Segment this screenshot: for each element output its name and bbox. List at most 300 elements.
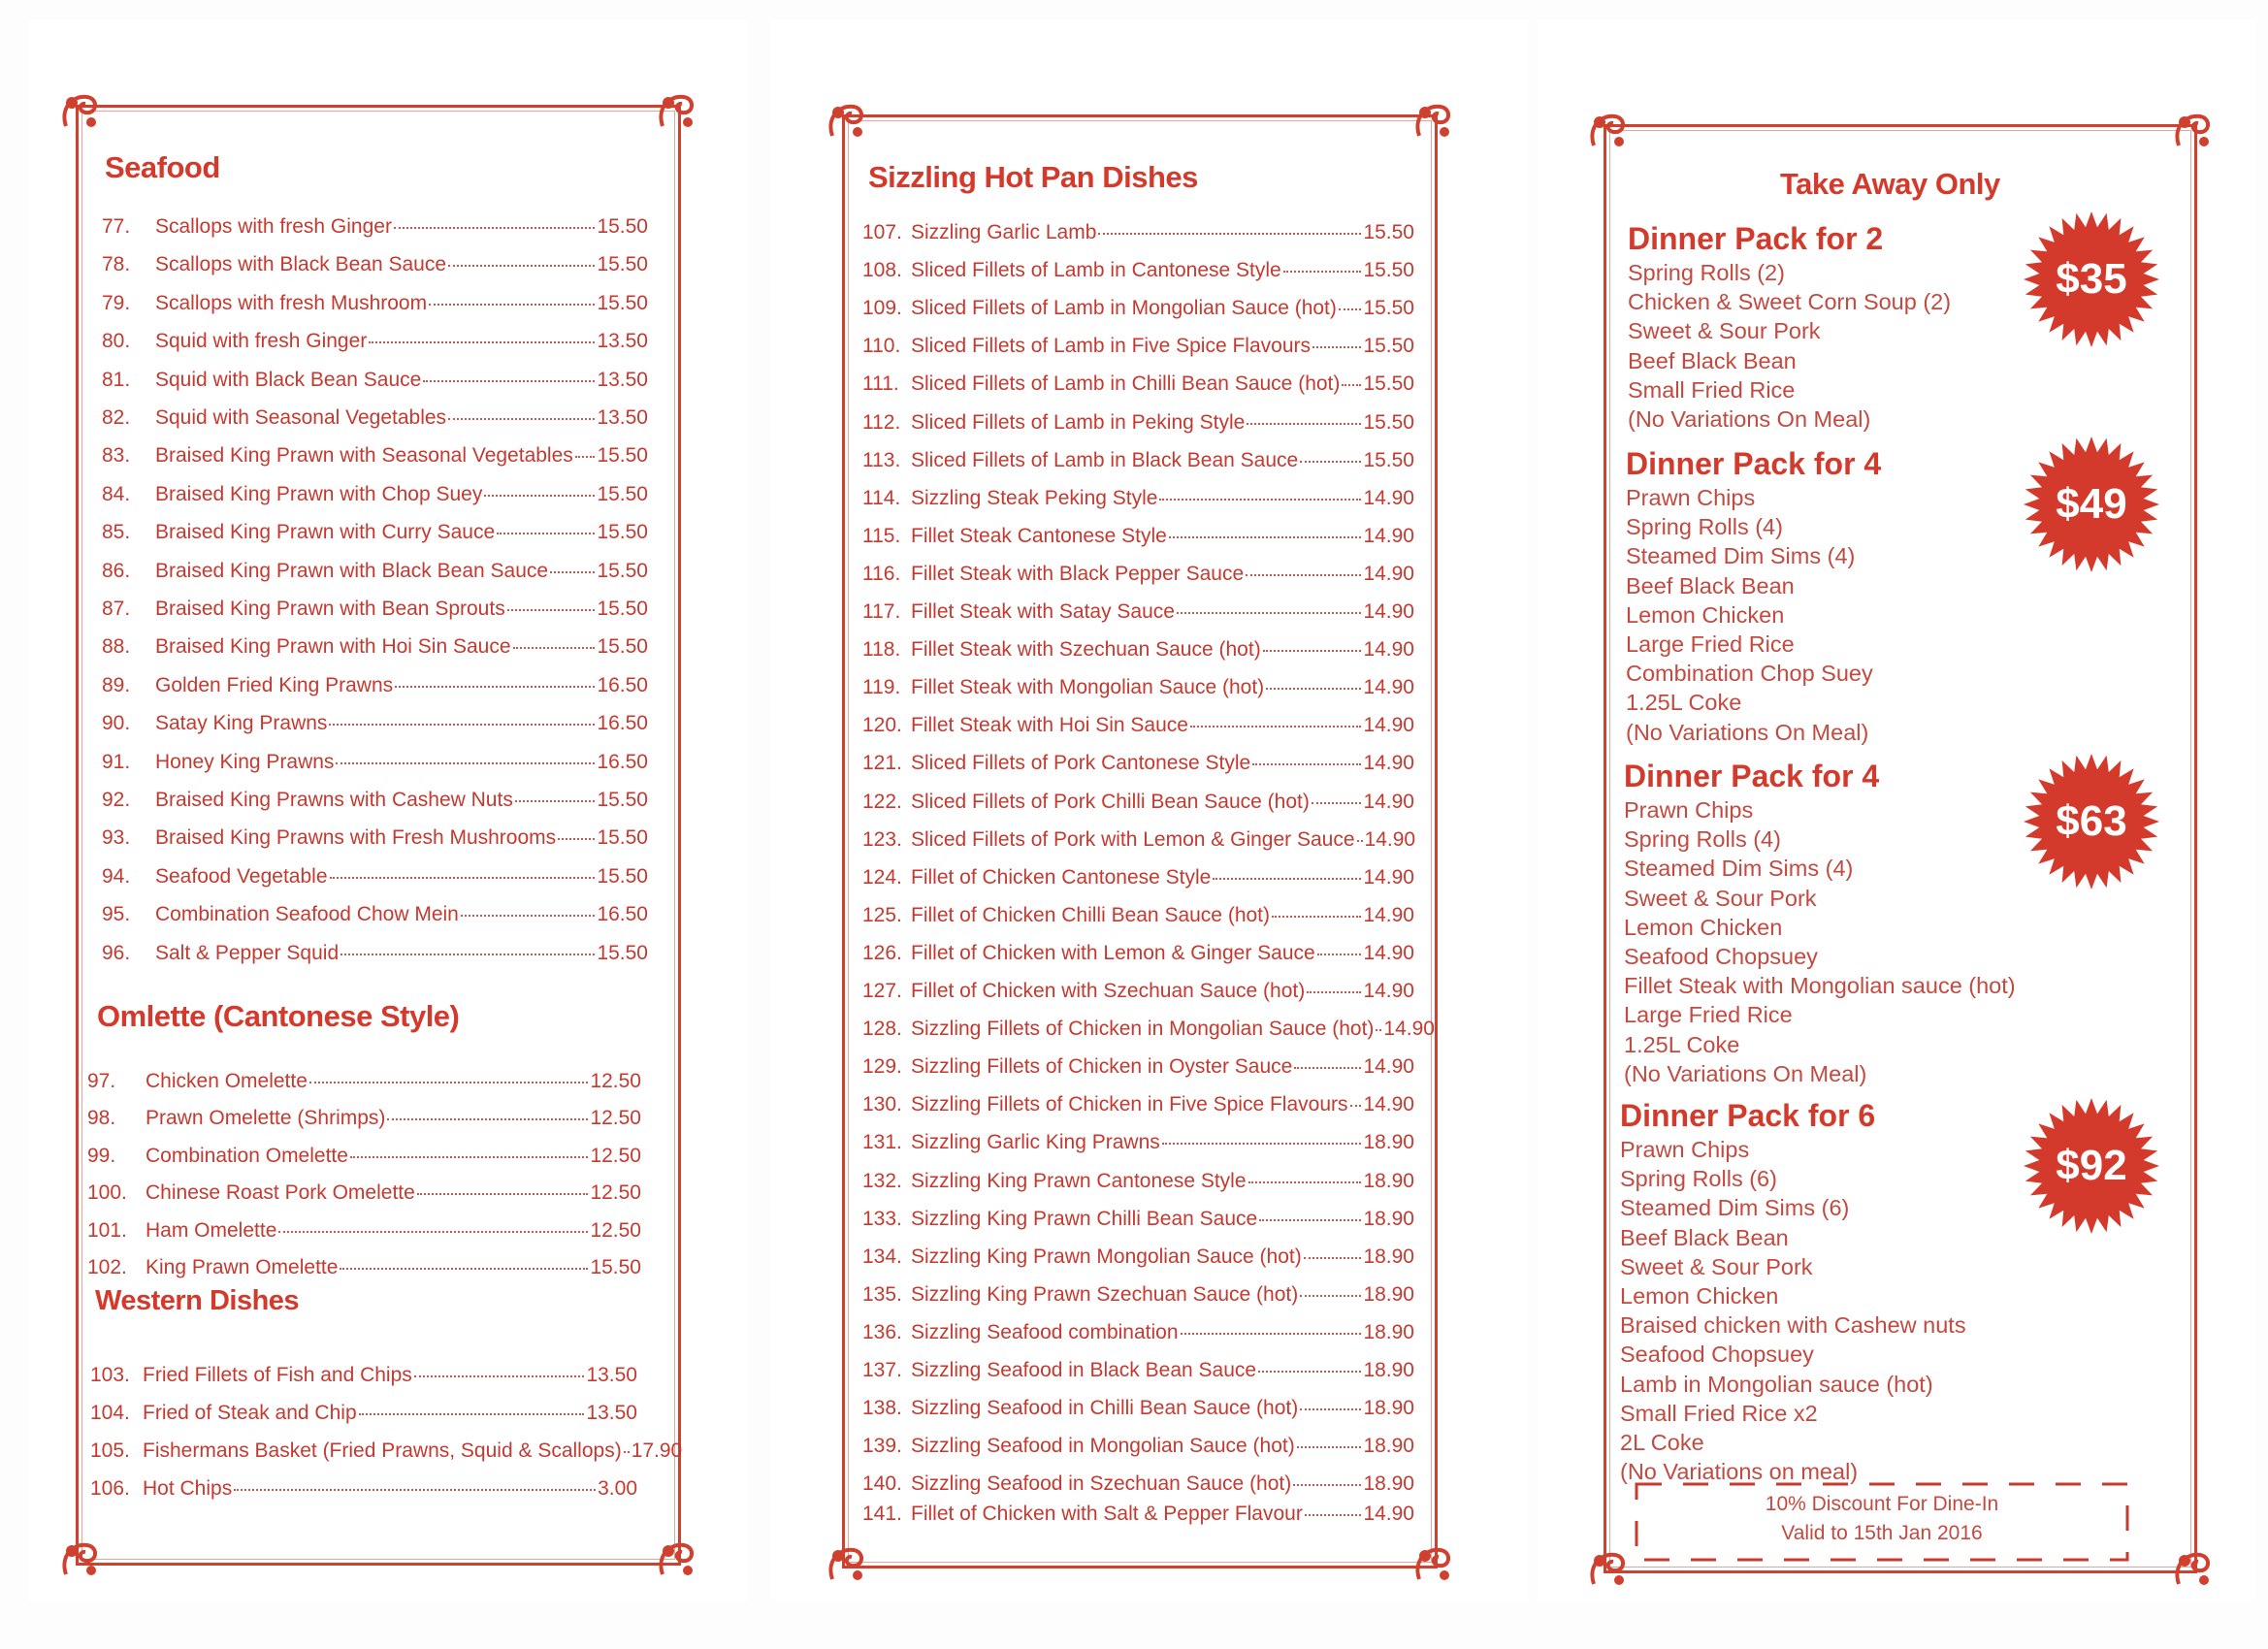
item-price: 16.50 — [597, 673, 648, 696]
item-name: King Prawn Omelette — [146, 1256, 339, 1278]
price-starburst — [2024, 1098, 2159, 1234]
item-name: Prawn Omelette (Shrimps) — [146, 1107, 386, 1130]
menu-item-row — [102, 942, 648, 965]
ornament-corner-icon — [58, 89, 103, 134]
item-number: 132. — [862, 1169, 902, 1192]
menu-item-row — [102, 598, 648, 621]
pack-item: Prawn Chips — [1624, 797, 1754, 823]
item-number: 136. — [862, 1320, 902, 1343]
item-number: 109. — [862, 297, 902, 320]
dot-leader — [1177, 612, 1361, 614]
menu-item-row — [102, 330, 648, 353]
dot-leader — [1213, 878, 1361, 880]
pack-item: Prawn Chips — [1626, 485, 1756, 510]
item-price: 18.90 — [1363, 1169, 1414, 1192]
item-name: Sliced Fillets of Lamb in Black Bean Sauce — [911, 448, 1299, 471]
item-name: Fillet of Chicken Cantonese Style — [911, 865, 1212, 889]
item-name: Sizzling Fillets of Chicken in Oyster Sauce — [911, 1055, 1293, 1079]
item-name: Combination Omelette — [146, 1144, 348, 1167]
pack-item: Sweet & Sour Pork — [1624, 885, 1817, 911]
dot-leader — [1252, 763, 1361, 765]
dot-leader — [387, 1118, 588, 1120]
item-name: Honey King Prawns — [155, 750, 335, 773]
item-number: 84. — [102, 482, 131, 505]
item-price: 12.50 — [590, 1070, 641, 1092]
menu-item-row — [862, 714, 1414, 737]
item-number: 90. — [102, 712, 131, 735]
pack-item: Fillet Steak with Mongolian sauce (hot) — [1624, 973, 2016, 999]
dot-leader — [278, 1231, 588, 1233]
dot-leader — [484, 495, 595, 497]
item-number: 116. — [862, 562, 901, 585]
dot-leader — [329, 724, 595, 726]
item-name: Sliced Fillets of Pork with Lemon & Ginger Sauce — [911, 827, 1355, 851]
take-away-heading: Take Away Only — [1780, 167, 2000, 201]
item-price: 14.90 — [1363, 1503, 1414, 1526]
item-number: 128. — [862, 1018, 902, 1041]
item-name: Sizzling Seafood combination — [911, 1320, 1179, 1343]
ornament-corner-icon — [1411, 1542, 1456, 1587]
item-price: 14.90 — [1363, 903, 1414, 926]
item-name: Squid with fresh Ginger — [155, 330, 368, 353]
item-name: Hot Chips — [143, 1477, 233, 1500]
pack-item: Sweet & Sour Pork — [1620, 1253, 1813, 1279]
item-name: Braised King Prawns with Cashew Nuts — [155, 789, 513, 811]
item-name: Scallops with fresh Mushroom — [155, 291, 428, 314]
pack-price: $92 — [2056, 1142, 2127, 1189]
item-number: 106. — [90, 1477, 130, 1500]
pack-item: Lemon Chicken — [1624, 914, 1783, 940]
item-name: Fillet of Chicken with Lemon & Ginger Sauce — [911, 941, 1315, 964]
item-price: 15.50 — [597, 215, 648, 238]
dot-leader — [429, 304, 595, 306]
item-name: Fillet Steak with Mongolian Sauce (hot) — [911, 676, 1265, 699]
menu-item-row — [862, 904, 1414, 927]
item-name: Salt & Pepper Squid — [155, 941, 340, 964]
item-price: 13.50 — [597, 330, 648, 353]
item-name: Fillet Steak with Satay Sauce — [911, 600, 1175, 623]
item-number: 118. — [862, 638, 901, 662]
item-price: 16.50 — [597, 750, 648, 773]
menu-item-row — [862, 676, 1414, 699]
pack-item: Beef Black Bean — [1620, 1224, 1789, 1250]
menu-item-row — [102, 483, 648, 506]
item-price: 18.90 — [1363, 1397, 1414, 1420]
item-name: Sizzling King Prawn Szechuan Sauce (hot) — [911, 1282, 1299, 1306]
menu-item-row — [862, 1170, 1414, 1193]
item-name: Golden Fried King Prawns — [155, 673, 394, 696]
menu-item-row — [102, 826, 648, 850]
dot-leader — [1247, 423, 1361, 425]
item-price: 15.50 — [1363, 410, 1414, 434]
pack-price: $35 — [2056, 255, 2127, 303]
dot-leader — [1162, 1143, 1362, 1145]
item-name: Fried of Steak and Chip — [143, 1402, 357, 1424]
menu-item-row — [862, 487, 1414, 510]
item-number: 114. — [862, 486, 901, 509]
item-price: 15.50 — [597, 598, 648, 620]
item-number: 125. — [862, 903, 902, 926]
menu-item-row — [87, 1181, 641, 1205]
pack-item: (No Variations On Meal) — [1626, 719, 1869, 745]
menu-item-row — [862, 563, 1414, 586]
item-price: 14.90 — [1363, 486, 1414, 509]
dot-leader — [369, 341, 595, 343]
item-number: 102. — [87, 1256, 127, 1278]
menu-item-row — [90, 1439, 683, 1463]
item-name: Sizzling Seafood in Chilli Bean Sauce (hot) — [911, 1397, 1299, 1420]
pack-item: Lemon Chicken — [1620, 1283, 1779, 1310]
item-name: Fillet of Chicken with Szechuan Sauce (hot) — [911, 980, 1306, 1002]
pack-item: (No Variations On Meal) — [1628, 406, 1871, 433]
dot-leader — [1357, 840, 1363, 842]
item-price: 16.50 — [597, 712, 648, 735]
menu-item-row — [862, 411, 1414, 435]
dot-leader — [1293, 1484, 1361, 1486]
menu-item-row — [862, 942, 1414, 965]
item-name: Fillet Steak Cantonese Style — [911, 524, 1167, 547]
dot-leader — [1098, 233, 1361, 235]
item-name: Braised King Prawn with Chop Suey — [155, 482, 483, 505]
item-name: Sliced Fillets of Lamb in Five Spice Flavours — [911, 335, 1311, 358]
menu-item-row — [862, 1435, 1414, 1458]
item-number: 105. — [90, 1439, 130, 1462]
item-name: Fillet of Chicken Chilli Bean Sauce (hot) — [911, 903, 1271, 926]
menu-item-row — [862, 1055, 1414, 1079]
dinner-pack-items — [1624, 795, 2016, 1088]
item-number: 82. — [102, 406, 131, 429]
item-number: 133. — [862, 1207, 902, 1230]
pack-item: 1.25L Coke — [1624, 1031, 1740, 1057]
item-price: 14.90 — [1363, 790, 1414, 813]
dot-leader — [340, 954, 595, 955]
pack-item: Large Fried Rice — [1624, 1002, 1793, 1028]
menu-item-row — [862, 866, 1414, 889]
pack-item: 1.25L Coke — [1626, 690, 1742, 716]
menu-item-row — [862, 1472, 1414, 1496]
item-name: Sizzling Garlic Lamb — [911, 221, 1097, 243]
item-price: 18.90 — [1363, 1472, 1414, 1496]
coupon-line-2: Valid to 15th Jan 2016 — [1781, 1522, 1983, 1544]
pack-item: Beef Black Bean — [1626, 572, 1795, 598]
seafood-heading: Seafood — [105, 150, 220, 184]
item-number: 96. — [102, 941, 131, 964]
dot-leader — [1266, 688, 1361, 690]
item-name: Sizzling Seafood in Szechuan Sauce (hot) — [911, 1472, 1292, 1496]
menu-item-row — [862, 828, 1414, 852]
item-name: Sizzling King Prawn Chilli Bean Sauce — [911, 1207, 1258, 1230]
item-price: 14.90 — [1363, 714, 1414, 737]
menu-item-row — [87, 1256, 641, 1279]
menu-item-row — [862, 297, 1414, 320]
menu-item-row — [90, 1364, 637, 1387]
item-name: Sliced Fillets of Lamb in Cantonese Style — [911, 259, 1281, 282]
pack-item: Lemon Chicken — [1626, 601, 1785, 628]
item-price: 14.90 — [1363, 865, 1414, 889]
ornament-corner-icon — [2171, 109, 2216, 153]
menu-item-row — [87, 1107, 641, 1130]
item-price: 14.90 — [1363, 676, 1414, 699]
item-price: 15.50 — [590, 1256, 641, 1278]
item-price: 15.50 — [597, 253, 648, 276]
menu-item-row — [862, 1093, 1414, 1116]
item-number: 103. — [90, 1364, 130, 1386]
item-price: 15.50 — [1363, 297, 1414, 320]
ornament-corner-icon — [2171, 1547, 2216, 1592]
menu-item-row — [862, 1018, 1435, 1041]
price-starburst — [2024, 754, 2159, 889]
item-name: Fried Fillets of Fish and Chips — [143, 1364, 412, 1386]
ornament-corner-icon — [655, 89, 699, 134]
dot-leader — [624, 1451, 630, 1453]
menu-item-row — [102, 903, 648, 926]
item-price: 15.50 — [597, 291, 648, 314]
item-price: 14.90 — [1363, 1093, 1414, 1116]
dot-leader — [448, 418, 595, 420]
dot-leader — [1258, 1371, 1361, 1373]
pack-item: Steamed Dim Sims (4) — [1626, 543, 1856, 569]
dot-leader — [394, 227, 595, 229]
item-number: 78. — [102, 253, 131, 276]
dinner-pack-title: Dinner Pack for 4 — [1624, 759, 1880, 793]
item-price: 12.50 — [590, 1218, 641, 1242]
item-price: 18.90 — [1363, 1207, 1414, 1230]
dot-leader — [1259, 1219, 1361, 1221]
item-price: 3.00 — [598, 1477, 637, 1500]
pack-item: Seafood Chopsuey — [1624, 944, 1818, 970]
item-price: 12.50 — [590, 1181, 641, 1205]
item-number: 135. — [862, 1282, 902, 1306]
item-number: 138. — [862, 1397, 902, 1420]
dot-leader — [1297, 1446, 1362, 1448]
item-price: 14.90 — [1363, 752, 1414, 775]
menu-item-row — [102, 674, 648, 697]
item-price: 15.50 — [597, 789, 648, 811]
menu-item-row — [862, 525, 1414, 548]
item-price: 13.50 — [586, 1402, 637, 1424]
dot-leader — [1169, 536, 1362, 538]
item-price: 14.90 — [1363, 562, 1414, 585]
item-price: 15.50 — [597, 521, 648, 544]
dot-leader — [1300, 1408, 1361, 1410]
pack-item: Beef Black Bean — [1628, 347, 1797, 373]
item-number: 124. — [862, 865, 902, 889]
dinner-pack-items — [1620, 1135, 1966, 1486]
item-number: 79. — [102, 291, 131, 314]
item-number: 91. — [102, 750, 131, 773]
item-price: 17.90 — [631, 1439, 683, 1462]
western-dishes-heading: Western Dishes — [95, 1285, 300, 1316]
item-name: Sizzling Steak Peking Style — [911, 486, 1158, 509]
coupon-dashed-border — [1635, 1482, 2129, 1562]
pack-item: Spring Rolls (4) — [1624, 826, 1781, 853]
item-price: 18.90 — [1363, 1282, 1414, 1306]
dot-leader — [1317, 954, 1362, 955]
item-price: 15.50 — [1363, 335, 1414, 358]
pack-item: Combination Chop Suey — [1626, 661, 1873, 687]
dinner-pack-title: Dinner Pack for 6 — [1620, 1098, 1876, 1133]
menu-item-row — [102, 292, 648, 315]
sizzling-heading: Sizzling Hot Pan Dishes — [868, 160, 1198, 194]
dot-leader — [1248, 1181, 1362, 1183]
item-name: Sliced Fillets of Lamb in Chilli Bean Sauce (hot) — [911, 372, 1341, 396]
ornament-corner-icon — [58, 1537, 103, 1582]
item-number: 137. — [862, 1359, 902, 1381]
item-number: 127. — [862, 980, 902, 1002]
item-price: 14.90 — [1363, 1055, 1414, 1079]
menu-item-row — [90, 1477, 637, 1501]
item-price: 14.90 — [1383, 1018, 1435, 1041]
item-name: Squid with Seasonal Vegetables — [155, 406, 447, 429]
menu-item-row — [862, 600, 1414, 624]
item-price: 12.50 — [590, 1144, 641, 1167]
menu-item-row — [102, 215, 648, 239]
item-name: Braised King Prawn with Hoi Sin Sauce — [155, 635, 511, 659]
item-number: 80. — [102, 330, 131, 353]
menu-item-row — [102, 789, 648, 812]
item-price: 13.50 — [586, 1364, 637, 1386]
item-price: 16.50 — [597, 903, 648, 926]
item-name: Sizzling Seafood in Mongolian Sauce (hot) — [911, 1435, 1295, 1458]
dot-leader — [330, 877, 596, 879]
price-starburst — [2024, 436, 2159, 572]
pack-item: Braised chicken with Cashew nuts — [1620, 1312, 1966, 1339]
menu-item-row — [862, 372, 1414, 396]
dot-leader — [461, 915, 596, 917]
menu-item-row — [102, 444, 648, 468]
dot-leader — [497, 533, 595, 534]
dot-leader — [575, 456, 596, 458]
dot-leader — [1305, 1514, 1362, 1516]
dot-leader — [1263, 650, 1362, 652]
item-price: 15.50 — [597, 864, 648, 888]
item-price: 13.50 — [597, 406, 648, 429]
dot-leader — [1294, 1067, 1361, 1069]
dot-leader — [507, 609, 596, 611]
item-number: 95. — [102, 903, 131, 926]
item-price: 13.50 — [597, 368, 648, 391]
item-number: 119. — [862, 676, 901, 699]
item-name: Fillet Steak with Black Pepper Sauce — [911, 562, 1245, 585]
coupon-line-1: 10% Discount For Dine-In — [1765, 1493, 1999, 1515]
item-price: 18.90 — [1363, 1320, 1414, 1343]
item-name: Chicken Omelette — [146, 1070, 308, 1092]
menu-item-row — [102, 865, 648, 889]
item-name: Scallops with fresh Ginger — [155, 215, 392, 238]
item-number: 77. — [102, 215, 131, 238]
item-number: 81. — [102, 368, 131, 391]
item-name: Sliced Fillets of Pork Cantonese Style — [911, 752, 1251, 775]
item-price: 15.50 — [597, 826, 648, 850]
item-price: 15.50 — [1363, 259, 1414, 282]
dot-leader — [1159, 499, 1361, 501]
item-name: Braised King Prawns with Fresh Mushrooms — [155, 826, 557, 850]
omelette-heading: Omlette (Cantonese Style) — [97, 999, 460, 1033]
item-number: 122. — [862, 790, 902, 813]
dine-in-discount-coupon — [1635, 1482, 2129, 1562]
dinner-pack-items — [1628, 258, 1951, 434]
menu-item-row — [862, 752, 1414, 775]
item-number: 92. — [102, 789, 131, 811]
dot-leader — [1181, 1333, 1362, 1335]
menu-item-row — [862, 1245, 1414, 1269]
menu-item-row — [102, 369, 648, 392]
menu-item-row — [102, 751, 648, 774]
item-name: Sliced Fillets of Lamb in Mongolian Sauce (hot) — [911, 297, 1337, 320]
item-name: Squid with Black Bean Sauce — [155, 368, 422, 391]
ornament-corner-icon — [1586, 1547, 1631, 1592]
item-number: 120. — [862, 714, 902, 737]
item-price: 18.90 — [1363, 1435, 1414, 1458]
item-name: Fillet of Chicken with Salt & Pepper Flavour — [911, 1503, 1303, 1526]
menu-item-row — [862, 259, 1414, 282]
dot-leader — [448, 265, 595, 267]
item-name: Braised King Prawn with Seasonal Vegetables — [155, 444, 573, 468]
menu-item-row — [862, 980, 1414, 1003]
dot-leader — [414, 1375, 585, 1377]
item-name: Fishermans Basket (Fried Prawns, Squid & Scallops) — [143, 1439, 622, 1462]
item-price: 14.90 — [1363, 941, 1414, 964]
item-number: 83. — [102, 444, 131, 468]
menu-item-row — [87, 1219, 641, 1243]
pack-item: (No Variations On Meal) — [1624, 1060, 1867, 1086]
dinner-pack-title: Dinner Pack for 4 — [1626, 446, 1882, 481]
pack-item: Prawn Chips — [1620, 1137, 1750, 1162]
item-price: 15.50 — [597, 482, 648, 505]
item-number: 104. — [90, 1402, 130, 1424]
item-number: 89. — [102, 673, 131, 696]
pack-item: Seafood Chopsuey — [1620, 1342, 1814, 1368]
menu-item-row — [862, 449, 1414, 472]
item-price: 15.50 — [597, 559, 648, 582]
item-number: 134. — [862, 1245, 902, 1268]
item-name: Sliced Fillets of Lamb in Peking Style — [911, 410, 1246, 434]
menu-item-row — [862, 1131, 1414, 1154]
item-number: 113. — [862, 448, 901, 471]
item-number: 117. — [862, 600, 901, 623]
dot-leader — [1272, 916, 1361, 918]
item-number: 85. — [102, 521, 131, 544]
dot-leader — [423, 380, 595, 382]
item-name: Fillet Steak with Szechuan Sauce (hot) — [911, 638, 1261, 662]
pack-item: Spring Rolls (6) — [1620, 1166, 1777, 1192]
item-number: 130. — [862, 1093, 902, 1116]
item-name: Sizzling Seafood in Black Bean Sauce — [911, 1359, 1257, 1381]
menu-item-row — [102, 635, 648, 659]
item-number: 98. — [87, 1107, 116, 1130]
item-name: Ham Omelette — [146, 1218, 277, 1242]
dot-leader — [1246, 574, 1361, 576]
item-number: 97. — [87, 1070, 116, 1092]
item-number: 123. — [862, 827, 902, 851]
dot-leader — [395, 686, 595, 688]
dot-leader — [1190, 726, 1361, 728]
menu-item-row — [862, 1397, 1414, 1420]
pack-item: (No Variations on meal) — [1620, 1459, 1859, 1485]
dot-leader — [234, 1489, 596, 1491]
menu-item-row — [87, 1145, 641, 1168]
item-name: Combination Seafood Chow Mein — [155, 903, 459, 926]
item-price: 14.90 — [1363, 638, 1414, 662]
item-number: 110. — [862, 335, 901, 358]
pack-item: Chicken & Sweet Corn Soup (2) — [1628, 289, 1952, 315]
item-number: 126. — [862, 941, 902, 964]
item-name: Satay King Prawns — [155, 712, 328, 735]
menu-item-row — [862, 1359, 1414, 1382]
item-number: 129. — [862, 1055, 902, 1079]
item-name: Braised King Prawn with Black Bean Sauce — [155, 559, 549, 582]
item-price: 15.50 — [1363, 372, 1414, 396]
